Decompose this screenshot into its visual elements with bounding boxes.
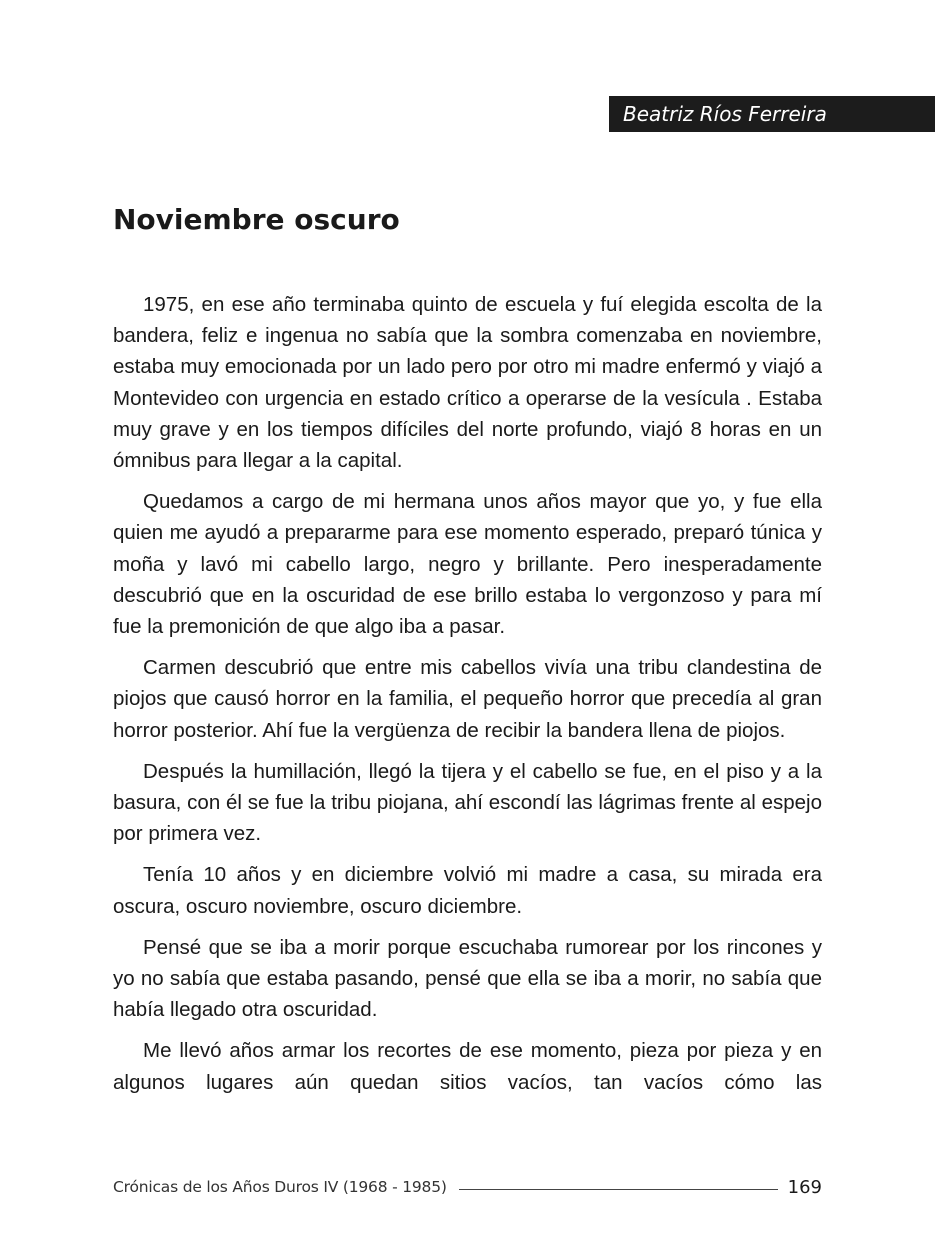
footer-divider — [459, 1189, 778, 1190]
body-text — [113, 289, 822, 1108]
footer-book-title: Crónicas de los Años Duros IV (1968 - 1985) — [113, 1178, 447, 1196]
paragraph: Quedamos a cargo de mi hermana unos años mayor que yo, y fue ella quien me ayudó a prepararme para ese momento esperado, preparó túnica y moña y lavó mi cabello largo, negro y brillante. Pero inesperadamente descubrió que en la oscuridad de ese brillo estaba lo vergonzoso y para mí fue la premonición de que algo iba a pasar. — [113, 490, 822, 639]
paragraph: Me llevó años armar los recortes de ese momento, pieza por pieza y en algunos lugares aún quedan sitios vacíos, tan vacíos cómo las — [113, 1039, 822, 1094]
paragraph: 1975, en ese año terminaba quinto de escuela y fuí elegida escolta de la bandera, feliz e ingenua no sabía que la sombra comenzaba en noviembre, estaba muy emocionada por un lado pero por otro mi madre enfermó y viajó a Montevideo con urgencia en estado crítico a operarse de la vesícula . Estaba muy grave y en los tiempos difíciles del norte profundo, viajó 8 horas en un ómnibus para llegar a la capital. — [113, 293, 822, 473]
paragraph: Tenía 10 años y en diciembre volvió mi madre a casa, su mirada era oscura, oscuro noviembre, oscuro diciembre. — [113, 863, 822, 918]
paragraph: Pensé que se iba a morir porque escuchaba rumorear por los rincones y yo no sabía que estaba pasando, pensé que ella se iba a morir, no sabía que había llegado otra oscuridad. — [113, 935, 822, 1022]
page-number: 169 — [787, 1176, 822, 1198]
author-name: Beatriz Ríos Ferreira — [623, 102, 827, 126]
author-header — [609, 96, 935, 132]
page-footer — [113, 1172, 822, 1202]
paragraph: Carmen descubrió que entre mis cabellos vivía una tribu clandestina de piojos que causó horror en la familia, el pequeño horror que precedía al gran horror posterior. Ahí fue la vergüenza de recibir la bandera llena de piojos. — [113, 656, 822, 742]
chapter-title: Noviembre oscuro — [113, 203, 400, 236]
paragraph: Después la humillación, llegó la tijera y el cabello se fue, en el piso y a la basura, con él se fue la tribu piojana, ahí escondí las lágrimas frente al espejo por primera vez. — [113, 759, 822, 846]
